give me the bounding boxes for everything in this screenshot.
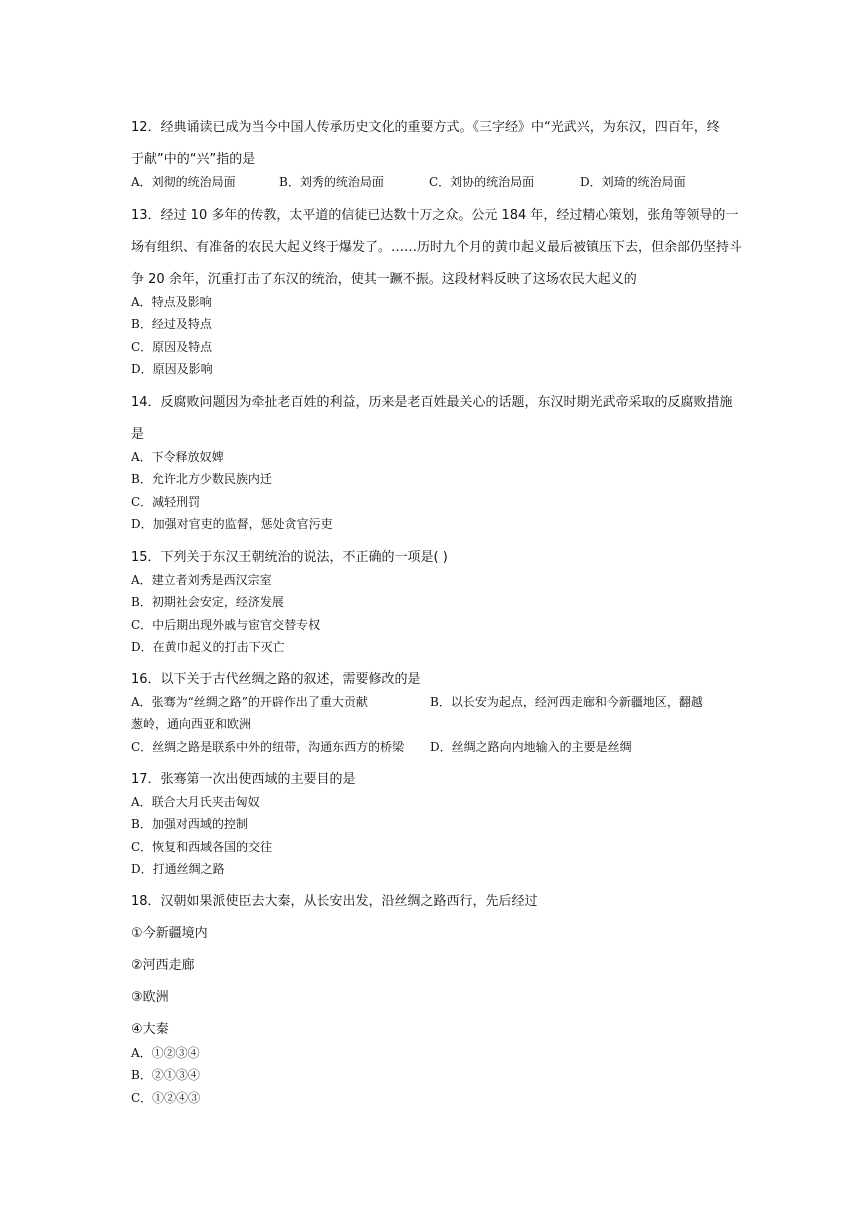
- question-13-stem-line-1: 13．经过 10 多年的传教，太平道的信徒已达数十万之众。公元 184 年，经过精心策划，张角等领导的一: [131, 208, 739, 223]
- question-14-option-d: D．加强对官吏的监督，惩处贪官污吏: [131, 517, 333, 531]
- question-16-option-a: A．张骞为“丝绸之路”的开辟作出了重大贡献: [131, 695, 368, 709]
- question-18-item-4: ④大秦: [131, 1022, 169, 1037]
- question-16-option-c: C．丝绸之路是联系中外的纽带，沟通东西方的桥梁: [131, 740, 405, 754]
- question-17-stem: 17．张骞第一次出使西域的主要目的是: [131, 772, 356, 787]
- question-18-option-c: C．①②④③: [131, 1091, 201, 1105]
- question-13-option-c: C．原因及特点: [131, 340, 213, 354]
- question-14-option-a: A．下令释放奴婢: [131, 450, 224, 464]
- question-12-option-c: C．刘协的统治局面: [429, 175, 535, 189]
- question-16-option-d: D．丝绸之路向内地输入的主要是丝绸: [430, 740, 632, 754]
- question-15-option-d: D．在黄巾起义的打击下灭亡: [131, 640, 285, 654]
- question-15-stem: 15．下列关于东汉王朝统治的说法，不正确的一项是( ): [131, 550, 448, 565]
- question-16-option-b: B．以长安为起点，经河西走廊和今新疆地区，翻越: [430, 695, 703, 709]
- question-18-option-b: B．②①③④: [131, 1068, 200, 1082]
- question-12-stem-line-2: 于献”中的“兴”指的是: [131, 152, 256, 167]
- question-12-option-a: A．刘彻的统治局面: [131, 175, 236, 189]
- question-17-option-d: D．打通丝绸之路: [131, 862, 225, 876]
- question-18-item-3: ③欧洲: [131, 990, 169, 1005]
- question-12-option-b: B．刘秀的统治局面: [279, 175, 384, 189]
- question-18-option-a: A．①②③④: [131, 1046, 200, 1060]
- question-15-option-a: A．建立者刘秀是西汉宗室: [131, 573, 272, 587]
- question-13-stem-line-3: 争 20 余年，沉重打击了东汉的统治，使其一蹶不振。这段材料反映了这场农民大起义的: [131, 272, 637, 287]
- question-18-item-2: ②河西走廊: [131, 958, 195, 973]
- question-12-option-d: D．刘琦的统治局面: [580, 175, 686, 189]
- question-15-option-b: B．初期社会安定，经济发展: [131, 595, 284, 609]
- question-13-option-a: A．特点及影响: [131, 295, 212, 309]
- question-18-item-1: ①今新疆境内: [131, 926, 208, 941]
- question-15-option-c: C．中后期出现外戚与宦官交替专权: [131, 618, 321, 632]
- question-16-stem: 16．以下关于古代丝绸之路的叙述，需要修改的是: [131, 672, 421, 687]
- question-13-option-d: D．原因及影响: [131, 362, 213, 376]
- question-17-option-a: A．联合大月氏夹击匈奴: [131, 795, 260, 809]
- question-14-option-c: C．减轻刑罚: [131, 495, 201, 509]
- question-17-option-c: C．恢复和西域各国的交往: [131, 840, 273, 854]
- question-14-stem-line-1: 14．反腐败问题因为牵扯老百姓的利益，历来是老百姓最关心的话题，东汉时期光武帝采取的反腐败措施: [131, 395, 733, 410]
- question-18-stem: 18．汉朝如果派使臣去大秦，从长安出发，沿丝绸之路西行，先后经过: [131, 894, 538, 909]
- question-14-option-b: B．允许北方少数民族内迁: [131, 472, 272, 486]
- question-13-option-b: B．经过及特点: [131, 317, 212, 331]
- question-14-stem-line-2: 是: [131, 427, 145, 442]
- question-12-stem-line-1: 12．经典诵读已成为当今中国人传承历史文化的重要方式。《三字经》中“光武兴，为东汉，四百年，终: [131, 120, 720, 135]
- question-13-stem-line-2: 场有组织、有准备的农民大起义终于爆发了。……历时九个月的黄巾起义最后被镇压下去，但余部仍坚持斗: [131, 240, 743, 255]
- question-16-option-b-continued: 葱岭，通向西亚和欧洲: [131, 717, 252, 731]
- question-17-option-b: B．加强对西域的控制: [131, 817, 248, 831]
